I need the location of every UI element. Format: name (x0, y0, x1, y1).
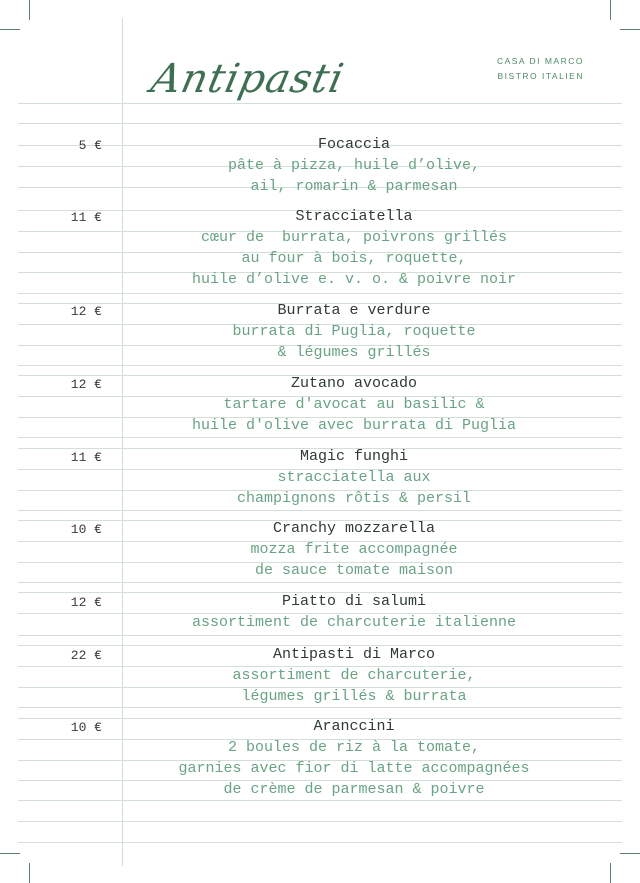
item-price: 11 € (70, 450, 102, 465)
item-name: Cranchy mozzarella (272, 520, 436, 537)
item-price: 5 € (78, 138, 102, 153)
brand-tagline: BISTRO ITALIEN (497, 71, 584, 81)
item-description-line: assortiment de charcuterie, (232, 667, 476, 684)
crop-mark (610, 0, 611, 20)
item-name: Focaccia (317, 136, 390, 153)
crop-mark (620, 853, 640, 854)
item-description-line: garnies avec fior di latte accompagnées (178, 760, 530, 777)
ruled-line (18, 103, 622, 104)
crop-mark (0, 29, 20, 30)
ruled-line (18, 821, 622, 822)
ruled-line (18, 707, 622, 708)
ruled-line (18, 635, 622, 636)
item-description-line: au four à bois, roquette, (241, 250, 467, 267)
item-price: 10 € (70, 720, 102, 735)
item-name: Magic funghi (299, 448, 409, 465)
item-description-line: pâte à pizza, huile d’olive, (227, 157, 481, 174)
item-description-line: de sauce tomate maison (254, 562, 454, 579)
ruled-line (18, 842, 622, 843)
item-description-line: cœur de burrata, poivrons grillés (200, 229, 508, 246)
item-name: Stracciatella (295, 208, 413, 225)
item-description-line: huile d'olive avec burrata di Puglia (191, 417, 517, 434)
item-price: 11 € (70, 210, 102, 225)
crop-mark (0, 853, 20, 854)
item-description-line: de crème de parmesan & poivre (223, 781, 485, 798)
item-description-line: champignons rôtis & persil (236, 490, 472, 507)
brand-name: CASA DI MARCO (496, 56, 584, 66)
item-description-line: tartare d'avocat au basilic & (223, 396, 485, 413)
item-description-line: mozza frite accompagnée (250, 541, 458, 558)
item-price: 12 € (70, 377, 102, 392)
item-price: 12 € (70, 304, 102, 319)
item-name: Zutano avocado (290, 375, 418, 392)
item-name: Aranccini (313, 718, 395, 735)
ruled-line (18, 582, 622, 583)
item-name: Burrata e verdure (277, 302, 431, 319)
ruled-line (18, 123, 622, 124)
brand-block (497, 54, 584, 84)
item-name: Piatto di salumi (281, 593, 427, 610)
ruled-line (18, 365, 622, 366)
crop-mark (610, 863, 611, 883)
item-description-line: stracciatella aux (277, 469, 431, 486)
item-description-line: & légumes grillés (277, 344, 431, 361)
crop-mark (29, 863, 30, 883)
item-price: 22 € (70, 648, 102, 663)
item-description-line: 2 boules de riz à la tomate, (227, 739, 481, 756)
item-description-line: ail, romarin & parmesan (250, 178, 458, 195)
item-description-line: légumes grillés & burrata (241, 688, 467, 705)
ruled-line (18, 800, 622, 801)
item-description-line: assortiment de charcuterie italienne (191, 614, 517, 631)
crop-mark (620, 29, 640, 30)
menu-title: Antipasti (147, 56, 349, 102)
item-description-line: huile d’olive e. v. o. & poivre noir (191, 271, 517, 288)
crop-mark (29, 0, 30, 20)
item-name: Antipasti di Marco (272, 646, 436, 663)
ruled-line (18, 293, 622, 294)
ruled-line (18, 437, 622, 438)
item-description-line: burrata di Puglia, roquette (232, 323, 476, 340)
item-price: 12 € (70, 595, 102, 610)
item-price: 10 € (70, 522, 102, 537)
ruled-line (18, 510, 622, 511)
